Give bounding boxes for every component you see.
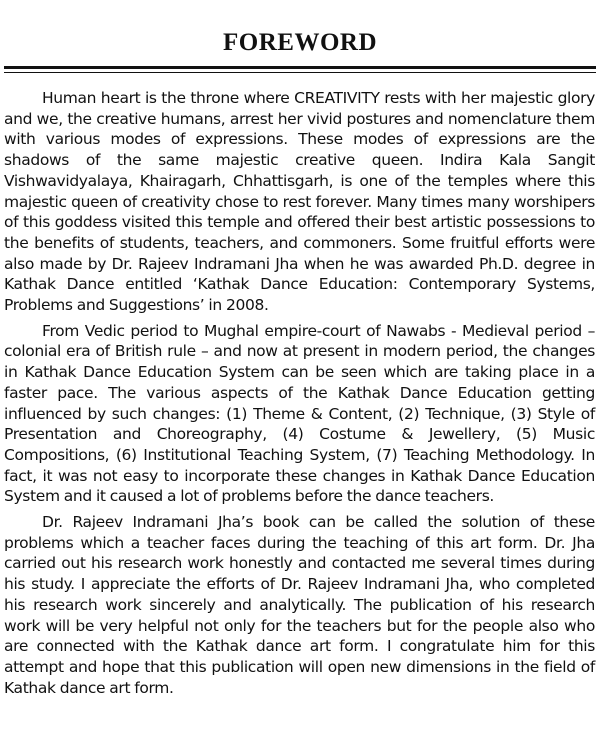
title-rule-thick: [4, 66, 596, 69]
foreword-body: [4, 88, 595, 698]
paragraph: Dr. Rajeev Indramani Jha’s book can be called the solution of these problems which a teacher faces during the teaching of this art form. Dr. Jha carried out his research work honestly and contacted me several times during his study. I appreciate the efforts of Dr. Rajeev Indramani Jha, who completed his research work sincerely and analytically. The publication of his research work will be very helpful not only for the teachers but for the people also who are connected with the Kathak dance art form. I congratulate him for this attempt and hope that this publication will open new dimensions in the field of Kathak dance art form.: [4, 513, 595, 697]
page-title: FOREWORD: [223, 29, 377, 56]
title-rule-thin: [4, 72, 596, 73]
paragraph: From Vedic period to Mughal empire-court of Nawabs - Medieval period – colonial era of British rule – and now at present in modern period, the changes in Kathak Dance Education System can be seen which are taking place in a faster pace. The various aspects of the Kathak Dance Education getting influenced by such changes: (1) Theme & Content, (2) Technique, (3) Style of Presentation and Choreography, (4) Costume & Jewellery, (5) Music Compositions, (6) Institutional Teaching System, (7) Teaching Methodology. In fact, it was not easy to incorporate these changes in Kathak Dance Education System and it caused a lot of problems before the dance teachers.: [4, 321, 595, 506]
paragraph: Human heart is the throne where CREATIVITY rests with her majestic glory and we, the creative humans, arrest her vivid postures and nomenclature them with various modes of expressions. These modes of expressions are the shadows of the same majestic creative queen. Indira Kala Sangit Vishwavidyalaya, Khairagarh, Chhattisgarh, is one of the temples where this majestic queen of creativity chose to rest forever. Many times many worshipers of this goddess visited this temple and offered their best artistic possessions to the benefits of students, teachers, and commoners. Some fruitful efforts were also made by Dr. Rajeev Indramani Jha when he was awarded Ph.D. degree in Kathak Dance entitled ‘Kathak Dance Education: Contemporary Systems, Problems and Suggestions’ in 2008.: [4, 89, 595, 315]
